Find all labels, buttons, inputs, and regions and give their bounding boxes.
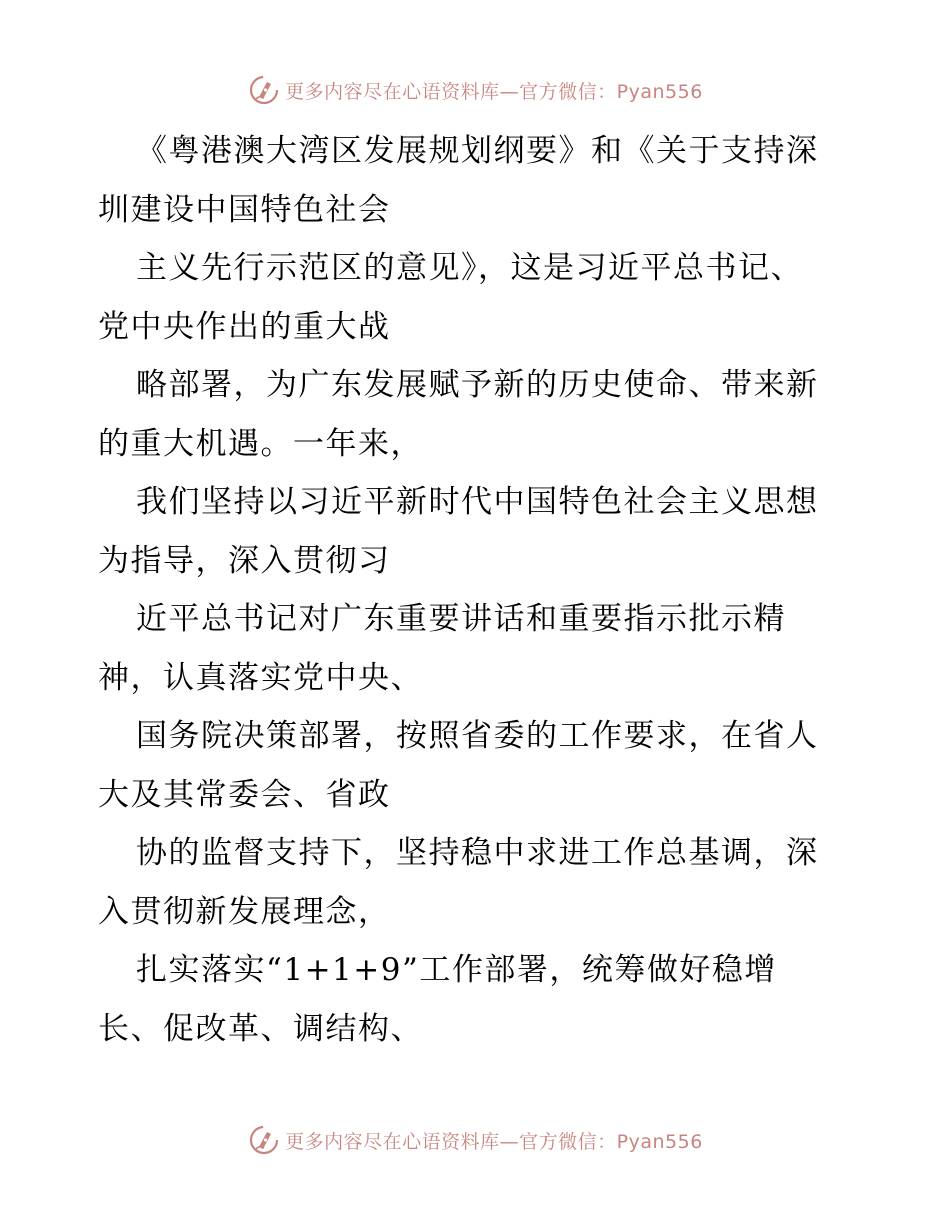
text-line: 圳建设中国特色社会	[98, 191, 391, 228]
text-line: 扎实落实“1+1+9”工作部署，统筹做好稳增	[136, 952, 777, 988]
text-line: 大及其常委会、省政	[98, 776, 391, 813]
pen-nib-circle-icon	[247, 1123, 281, 1157]
text-line: 为指导，深入贯彻习	[98, 542, 391, 579]
footer-watermark-banner	[0, 1120, 950, 1160]
text-line: 党中央作出的重大战	[98, 308, 391, 345]
text-line: 协的监督支持下，坚持稳中求进工作总基调，深	[136, 835, 819, 871]
document-body	[98, 122, 858, 1058]
text-line: 的重大机遇。一年来，	[98, 425, 423, 462]
text-line: 我们坚持以习近平新时代中国特色社会主义思想	[136, 484, 819, 520]
text-line: 神，认真落实党中央、	[98, 659, 423, 696]
footer-watermark-text: 更多内容尽在心语资料库—官方微信：Pyan556	[285, 1130, 703, 1153]
pen-nib-circle-icon	[247, 73, 281, 107]
header-watermark-text: 更多内容尽在心语资料库—官方微信：Pyan556	[285, 80, 703, 103]
header-watermark-banner	[0, 70, 950, 110]
text-line: 主义先行示范区的意见》，这是习近平总书记、	[136, 250, 803, 286]
text-line: 略部署，为广东发展赋予新的历史使命、带来新	[136, 367, 819, 403]
text-line: 近平总书记对广东重要讲话和重要指示批示精	[136, 601, 786, 637]
text-line: 《粤港澳大湾区发展规划纲要》和《关于支持深	[136, 133, 819, 169]
text-line: 长、促改革、调结构、	[98, 1010, 423, 1047]
text-line: 国务院决策部署，按照省委的工作要求，在省人	[136, 718, 819, 754]
text-line: 入贯彻新发展理念，	[98, 893, 391, 930]
